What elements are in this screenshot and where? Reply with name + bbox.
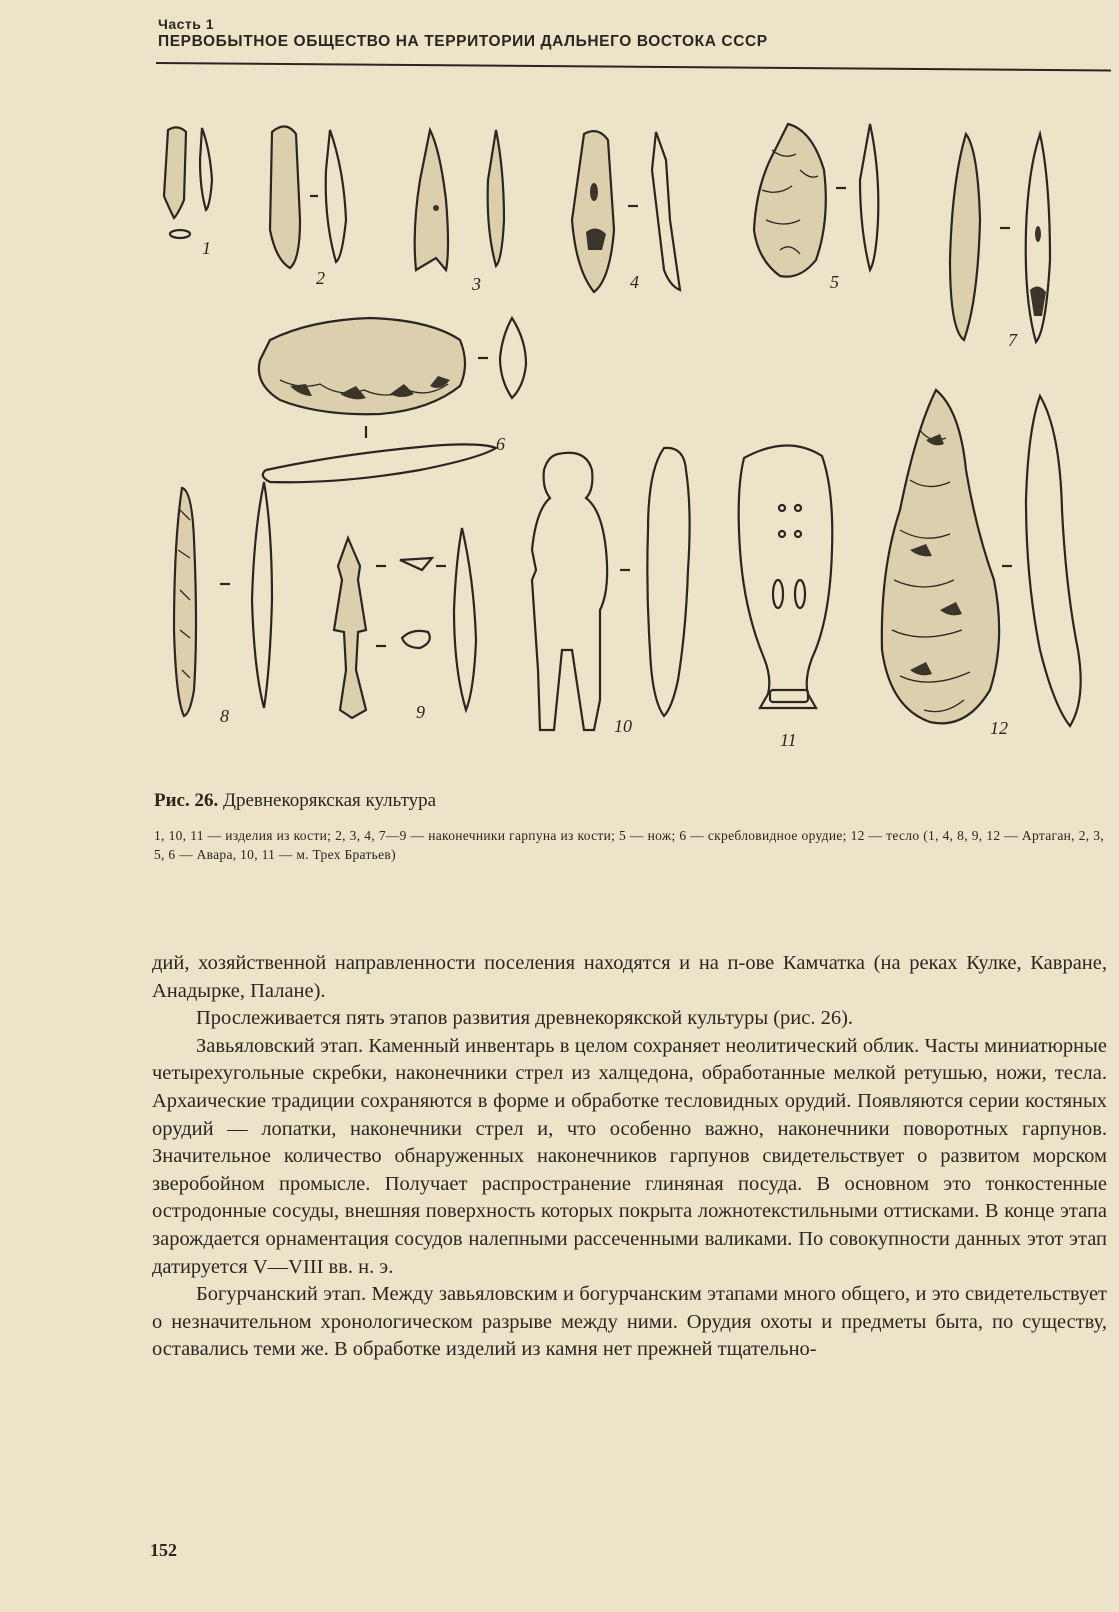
fig-label-3: 3 bbox=[472, 274, 481, 294]
figure-caption bbox=[154, 790, 436, 812]
artifact-1-drawing bbox=[164, 127, 212, 238]
artifact-3-drawing bbox=[415, 130, 504, 270]
fig-label-9: 9 bbox=[416, 702, 425, 722]
artifact-2-drawing bbox=[270, 126, 346, 268]
artifact-10-drawing bbox=[532, 448, 690, 730]
main-text bbox=[152, 950, 1107, 1364]
fig-label-7: 7 bbox=[1008, 330, 1017, 350]
paragraph-4: Богурчанский этап. Между завьяловским и богурчанским этапами много общего, и это свидетельствует о незначительном хронологическом разрыве между ними. Орудия охоты и предметы быта, по существу, оставались теми же. В обработке изделий из камня нет прежней тщательно- bbox=[152, 1283, 1107, 1361]
running-head-part: Часть 1 bbox=[158, 16, 215, 32]
page-number: 152 bbox=[150, 1540, 177, 1560]
fig-label-11: 11 bbox=[780, 730, 797, 750]
fig-label-2: 2 bbox=[316, 268, 325, 288]
fig-label-5: 5 bbox=[830, 272, 839, 292]
artifact-4-drawing bbox=[572, 131, 680, 292]
paragraph-3: Завьяловский этап. Каменный инвентарь в целом сохраняет неолитический облик. Часты миниатюрные четырехугольные скребки, наконечники стрел из халцедона, обработанные мелкой ретушью, ножи, тесла. Архаические традиции сохраняются в форме и обработке тесловидных орудий. Появляются серии костяных орудий — лопатки, наконечники стрел и, что особенно важно, наконечники поворотных гарпунов. Значительное количество обнаруженных наконечников гарпунов свидетельствует о развитом морском зверобойном промысле. Получает распространение глиняная посуда. В основном это тонкостенные остродонные сосуды, внешняя поверхность которых покрыта ложнотекстильными оттисками. В конце этапа зарождается орнаментация сосудов налепными рассеченными валиками. По совокупности данных этот этап датируется V—VIII вв. н. э. bbox=[152, 1034, 1107, 1278]
running-head bbox=[158, 16, 1098, 51]
figure-caption-title: Древнекорякская культура bbox=[223, 790, 437, 811]
fig-label-8: 8 bbox=[220, 706, 229, 726]
running-head-title: ПЕРВОБЫТНОЕ ОБЩЕСТВО НА ТЕРРИТОРИИ ДАЛЬНЕГО ВОСТОКА СССР bbox=[158, 33, 768, 50]
artifact-8-drawing bbox=[174, 482, 272, 716]
fig-label-1: 1 bbox=[202, 238, 211, 258]
fig-label-12: 12 bbox=[990, 718, 1008, 738]
artifact-6-drawing bbox=[259, 318, 526, 482]
artifact-7-drawing bbox=[950, 134, 1050, 342]
artifact-11-drawing bbox=[739, 445, 833, 708]
figure-26-artifacts bbox=[140, 110, 1100, 780]
paragraph-1: дий, хозяйственной направленности поселения находятся и на п-ове Камчатка (на реках Кулке, Кавране, Анадырке, Палане). bbox=[152, 952, 1107, 1002]
fig-label-6: 6 bbox=[496, 434, 505, 454]
fig-label-4: 4 bbox=[630, 272, 639, 292]
artifact-9-drawing bbox=[334, 528, 476, 718]
header-rule bbox=[156, 62, 1111, 72]
artifact-5-drawing bbox=[754, 124, 878, 277]
fig-label-10: 10 bbox=[614, 716, 632, 736]
figure-legend: 1, 10, 11 — изделия из кости; 2, 3, 4, 7—9 — наконечники гарпуна из кости; 5 — нож; 6 — скребловидное орудие; 12 — тесло (1, 4, 8, 9, 12 — Артаган, 2, 3, 5, 6 — Авара, 10, 11 — м. Трех Братьев) bbox=[154, 828, 1104, 862]
paragraph-2: Прослеживается пять этапов развития древнекорякской культуры (рис. 26). bbox=[196, 1007, 854, 1030]
artifact-12-drawing bbox=[882, 390, 1081, 726]
figure-caption-label: Рис. 26. bbox=[154, 790, 219, 811]
